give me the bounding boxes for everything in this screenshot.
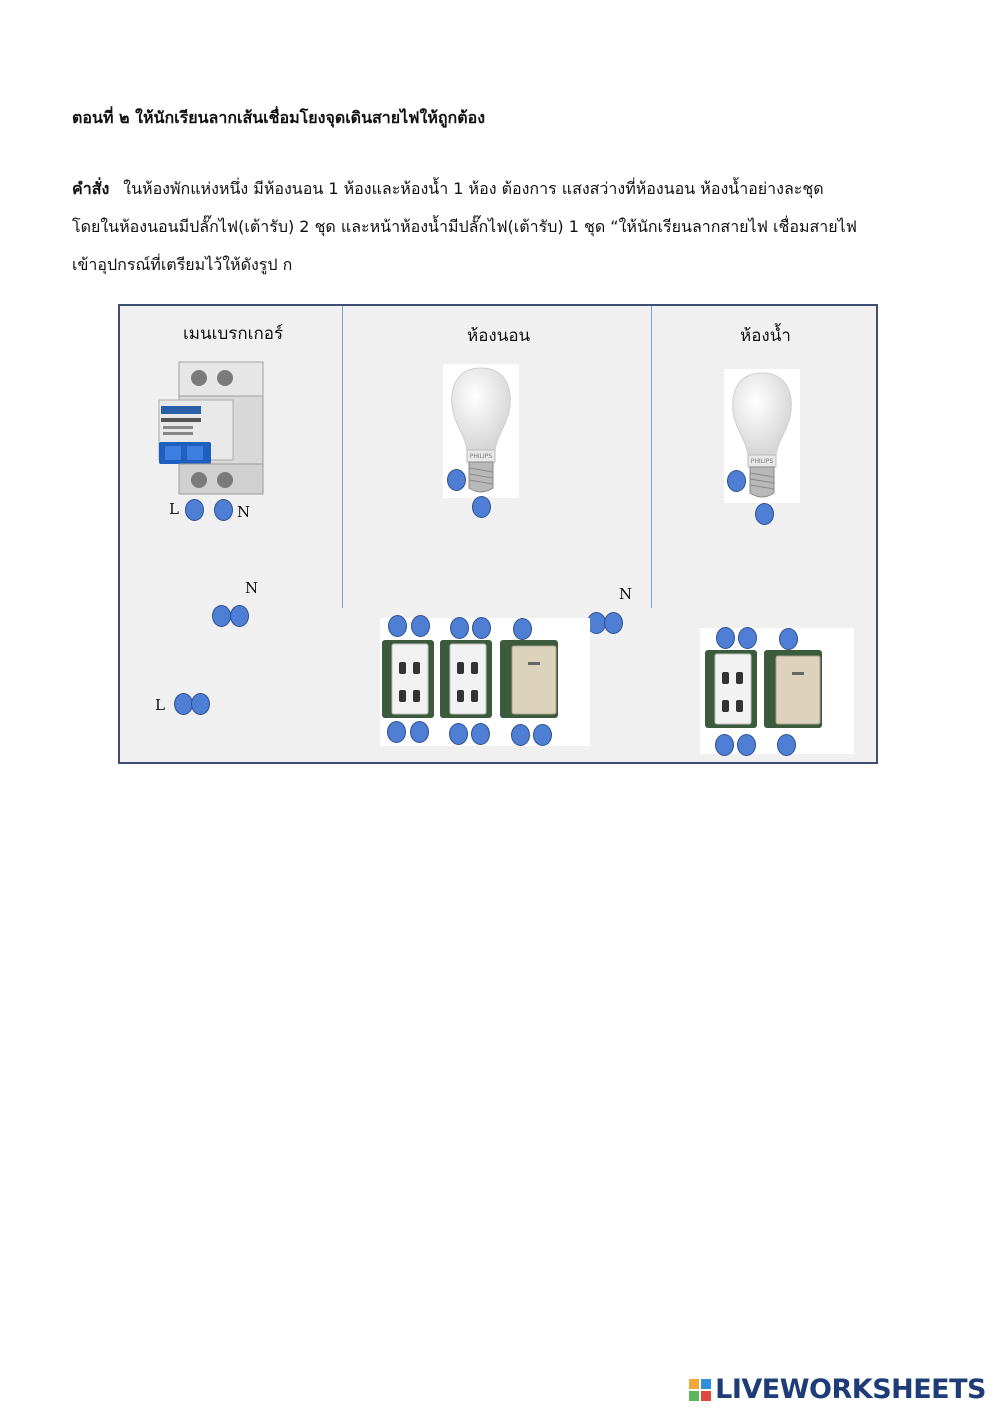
- bus-L-terminal-2[interactable]: [191, 693, 210, 715]
- bedroom-switch-image: [498, 638, 560, 724]
- instruction-line-3: เข้าอุปกรณ์ที่เตรียมไว้ให้ดังรูป ก: [72, 255, 293, 274]
- bathroom-outlet-top-terminal-1[interactable]: [716, 627, 735, 649]
- main-breaker-heading: เมนเบรกเกอร์: [183, 324, 284, 344]
- brand-name: LIVEWORKSHEETS: [715, 1374, 986, 1405]
- bedroom-bulb-brand: PHILIPS: [469, 453, 493, 460]
- bedroom-outlet-1-bottom-terminal-1[interactable]: [387, 721, 406, 743]
- bedroom-outlet-2-top-terminal-2[interactable]: [472, 617, 491, 639]
- main-breaker-image: [157, 360, 267, 502]
- bathroom-bulb-brand: PHILIPS: [750, 458, 774, 465]
- bedroom-outlet-1-bottom-terminal-2[interactable]: [410, 721, 429, 743]
- instruction-line-2: โดยในห้องนอนมีปลั๊กไฟ(เต้ารับ) 2 ชุด และหน้าห้องน้ำมีปลั๊กไฟ(เต้ารับ) 1 ชุด “ให้นักเรียนลากสายไฟ เชื่อมสายไฟ: [72, 217, 857, 236]
- logo-mark-icon: [689, 1379, 711, 1401]
- bathroom-switch-image: [762, 648, 824, 734]
- bedroom-outlet-2-bottom-terminal-2[interactable]: [471, 723, 490, 745]
- instruction-label: คำสั่ง: [72, 179, 110, 198]
- bedroom-outlet-1-image: [380, 638, 436, 724]
- breaker-L-terminal[interactable]: [185, 499, 204, 521]
- part-title: ตอนที่ ๒ ให้นักเรียนลากเส้นเชื่อมโยงจุดเดินสายไฟให้ถูกต้อง: [72, 108, 486, 127]
- bathroom-outlet-bottom-terminal-2[interactable]: [737, 734, 756, 756]
- bedroom-bulb-terminal-2[interactable]: [472, 496, 491, 518]
- bathroom-outlet-top-terminal-2[interactable]: [738, 627, 757, 649]
- bedroom-switch-bottom-terminal-2[interactable]: [533, 724, 552, 746]
- bathroom-heading: ห้องน้ำ: [740, 326, 791, 346]
- bedroom-N-label: N: [619, 585, 633, 603]
- bathroom-bulb-terminal-2[interactable]: [755, 503, 774, 525]
- bus-L-label: L: [155, 696, 165, 714]
- bedroom-outlet-1-top-terminal-1[interactable]: [388, 615, 407, 637]
- bus-N-terminal-2[interactable]: [230, 605, 249, 627]
- bathroom-switch-top-terminal[interactable]: [779, 628, 798, 650]
- breaker-N-terminal[interactable]: [214, 499, 233, 521]
- bedroom-outlet-2-bottom-terminal-1[interactable]: [449, 723, 468, 745]
- breaker-L-label: L: [169, 500, 179, 518]
- bathroom-outlet-bottom-terminal-1[interactable]: [715, 734, 734, 756]
- liveworksheets-logo: [689, 1374, 986, 1405]
- bedroom-switch-bottom-terminal-1[interactable]: [511, 724, 530, 746]
- divider-left: [342, 306, 343, 608]
- bedroom-outlet-2-image: [438, 638, 494, 724]
- bathroom-switch-bottom-terminal[interactable]: [777, 734, 796, 756]
- bedroom-switch-top-terminal[interactable]: [513, 618, 532, 640]
- bedroom-heading: ห้องนอน: [467, 326, 531, 346]
- instruction-block: [72, 170, 932, 284]
- divider-right: [651, 306, 652, 608]
- bedroom-bulb-terminal-1[interactable]: [447, 469, 466, 491]
- bedroom-outlet-2-top-terminal-1[interactable]: [450, 617, 469, 639]
- bedroom-outlet-1-top-terminal-2[interactable]: [411, 615, 430, 637]
- bus-N-terminal-1[interactable]: [212, 605, 231, 627]
- bathroom-bulb-terminal-1[interactable]: [727, 470, 746, 492]
- breaker-N-label: N: [237, 503, 251, 521]
- instruction-line-1: คำสั่ง ในห้องพักแห่งหนึ่ง มีห้องนอน 1 ห้องและห้องน้ำ 1 ห้อง ต้องการ แสงสว่างที่ห้องนอน ห้องน้ำอย่างละชุด: [72, 179, 824, 198]
- bedroom-N-terminal-2[interactable]: [604, 612, 623, 634]
- bathroom-outlet-image: [703, 648, 759, 734]
- bus-N-label: N: [245, 579, 259, 597]
